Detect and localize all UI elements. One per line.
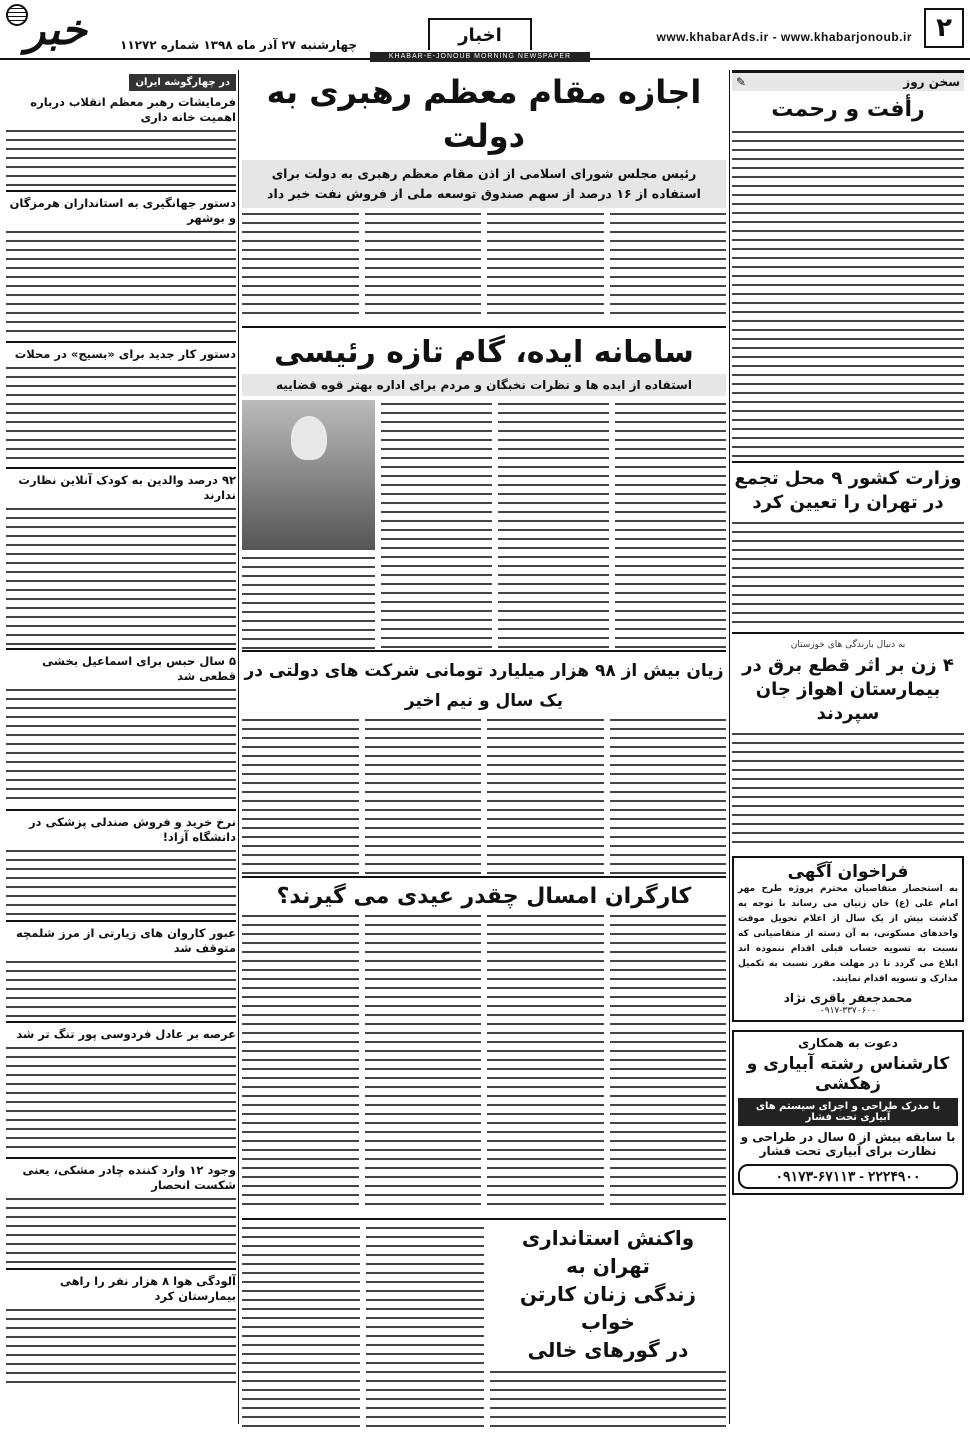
lead-subheadline: رئیس مجلس شورای اسلامی از اذن مقام معظم رهبری به دولت برای استفاده از ۱۶ درصد از سهم صندوق توسعه ملی از فروش نفت خبر داد bbox=[242, 160, 726, 208]
story2-headline[interactable]: ۴ زن بر اثر قطع برق در بیمارستان اهواز جان سپردند bbox=[742, 655, 954, 724]
quill-icon: ✎ bbox=[736, 75, 747, 89]
masthead bbox=[0, 0, 970, 60]
job-ad-line2: کارشناس رشته آبیاری و زهکشی bbox=[746, 1054, 950, 1094]
article-body bbox=[6, 1195, 236, 1265]
text-column bbox=[365, 912, 482, 1212]
column-header bbox=[732, 70, 964, 91]
text-column bbox=[498, 400, 609, 650]
headline[interactable]: عبور کاروان های زیارتی از مرز شلمچه متوقف شد bbox=[15, 926, 236, 955]
column-label: سخن روز bbox=[903, 75, 960, 89]
headline[interactable]: ۹۲ درصد والدین به کودک آنلاین نظارت ندارند bbox=[18, 473, 236, 502]
story1-headline[interactable]: وزارت کشور ۹ محل تجمع در تهران را تعیین کرد bbox=[734, 468, 962, 513]
text-column bbox=[242, 912, 359, 1212]
story2-body bbox=[732, 730, 964, 850]
divider bbox=[6, 1021, 236, 1023]
text-column bbox=[487, 912, 604, 1212]
ad-title: فراخوان آگهی bbox=[787, 862, 909, 882]
job-ad-phone[interactable]: ۰۹۱۷۳-۶۷۱۱۳ - ۲۲۲۴۹۰۰ bbox=[738, 1164, 958, 1189]
left-column bbox=[6, 70, 236, 1386]
text-column bbox=[242, 210, 359, 320]
lead-article-body bbox=[242, 210, 726, 320]
fifth-story bbox=[242, 1218, 726, 1432]
article-body bbox=[6, 127, 236, 187]
divider bbox=[732, 461, 964, 463]
ad-signature: محمدجعفر باقری نژاد bbox=[783, 991, 913, 1005]
notice-ad bbox=[732, 856, 964, 1022]
article-body bbox=[6, 505, 236, 645]
dateline: چهارشنبه ۲۷ آذر ماه ۱۳۹۸ شماره ۱۱۲۷۲ bbox=[120, 38, 358, 52]
divider bbox=[6, 809, 236, 811]
headline[interactable]: دستور جهانگیری به استانداران هرمزگان و بوشهر bbox=[9, 196, 236, 225]
third-headline[interactable]: زیان بیش از ۹۸ هزار میلیارد تومانی شرکت های دولتی در یک سال و نیم اخیر bbox=[242, 650, 726, 716]
headline[interactable]: دستور کار جدید برای «بسیج» در محلات bbox=[14, 347, 236, 361]
article-body bbox=[6, 1044, 236, 1154]
headline[interactable]: عرصه بر عادل فردوسی پور تنگ تر شد bbox=[16, 1027, 236, 1041]
text-column bbox=[381, 400, 492, 650]
article-body bbox=[6, 1306, 236, 1386]
divider bbox=[6, 648, 236, 650]
article-body bbox=[6, 686, 236, 806]
text-column bbox=[487, 210, 604, 320]
headline[interactable]: آلودگی هوا ۸ هزار نفر را راهی بیمارستان کرد bbox=[59, 1274, 236, 1303]
text-column bbox=[365, 210, 482, 320]
headline[interactable]: نرخ خرید و فروش صندلی پزشکی در دانشگاه آزاد! bbox=[28, 815, 236, 844]
article-body bbox=[6, 364, 236, 464]
divider bbox=[6, 190, 236, 192]
text-column bbox=[490, 1368, 726, 1432]
text-column bbox=[365, 716, 482, 876]
job-ad-line1: دعوت به همکاری bbox=[798, 1036, 898, 1050]
fourth-article-body bbox=[242, 912, 726, 1212]
fifth-headline-block bbox=[490, 1224, 726, 1432]
divider bbox=[6, 341, 236, 343]
third-article-body bbox=[242, 716, 726, 876]
fifth-headline-line3[interactable]: در گورهای خالی bbox=[527, 1338, 689, 1362]
divider bbox=[6, 1157, 236, 1159]
text-column bbox=[610, 716, 727, 876]
headline[interactable]: ۵ سال حبس برای اسماعیل بخشی قطعی شد bbox=[42, 654, 236, 683]
article-body bbox=[6, 958, 236, 1018]
text-column bbox=[242, 716, 359, 876]
newspaper-logo: خبر bbox=[25, 4, 87, 54]
headline[interactable]: فرمایشات رهبر معظم انقلاب درباره اهمیت خانه داری bbox=[30, 95, 236, 124]
right-column bbox=[732, 70, 964, 1195]
second-article-body bbox=[242, 400, 726, 650]
story1-body bbox=[732, 519, 964, 629]
text-column bbox=[610, 210, 727, 320]
photo-column bbox=[242, 400, 375, 650]
ad-body: به استحضار متقاضیان محترم پروژه طرح مهر امام علی (ع) خان زنیان می رساند با توجه به گذشت بیش از یک سال از اعلام تحویل موقت واحدهای مسکونی، به آن دسته از متقاضیانی که نسبت به تسویه حساب قبلی اقدام ننموده اند ابلاغ می گردد تا در مهلت مقرر نسبت به تکمیل مدارک و تسویه اقدام نمایند. bbox=[738, 884, 958, 984]
english-subtitle: KHABAR-E-JONOUB MORNING NEWSPAPER bbox=[370, 52, 590, 62]
column-divider bbox=[238, 70, 239, 1424]
job-ad-line3: با مدرک طراحی و اجرای سیستم های آبیاری تحت فشار bbox=[738, 1098, 958, 1126]
second-subheadline: استفاده از ایده ها و نظرات نخبگان و مردم برای اداره بهتر قوه قضاییه bbox=[242, 374, 726, 396]
lead-headline[interactable]: اجازه مقام معظم رهبری به دولت bbox=[266, 73, 702, 155]
ad-phone[interactable]: ۰۹۱۷-۳۳۷۰۶۰۰ bbox=[819, 1005, 877, 1015]
text-column bbox=[610, 912, 727, 1212]
divider bbox=[6, 1268, 236, 1270]
middle-column bbox=[242, 70, 726, 1432]
job-ad bbox=[732, 1030, 964, 1195]
editorial-title[interactable]: رأفت و رحمت bbox=[771, 97, 925, 122]
page-number: ۲ bbox=[924, 8, 964, 48]
column-divider bbox=[729, 70, 730, 1424]
section-label: اخبار bbox=[428, 18, 532, 50]
divider bbox=[6, 920, 236, 922]
story2-kicker: به دنبال بارندگی های خوزستان bbox=[790, 640, 906, 650]
text-column bbox=[615, 400, 726, 650]
site-urls[interactable]: www.khabarAds.ir - www.khabarjonoub.ir bbox=[656, 30, 912, 44]
text-column bbox=[366, 1224, 484, 1432]
editorial-body bbox=[732, 128, 964, 458]
divider bbox=[6, 467, 236, 469]
text-column bbox=[242, 1224, 360, 1432]
left-kicker: در چهارگوشه ایران bbox=[129, 74, 236, 91]
fifth-headline[interactable]: واکنش استانداری تهران به bbox=[521, 1226, 695, 1278]
fourth-headline[interactable]: کارگران امسال چقدر عیدی می گیرند؟ bbox=[242, 876, 726, 912]
article-body bbox=[6, 228, 236, 338]
text-column bbox=[242, 554, 375, 650]
portrait-photo bbox=[242, 400, 375, 550]
divider bbox=[732, 632, 964, 634]
fifth-headline-line2[interactable]: زندگی زنان کارتن خواب bbox=[519, 1282, 697, 1334]
article-body bbox=[6, 847, 236, 917]
job-ad-line4: با سابقه بیش از ۵ سال در طراحی و نظارت برای آبیاری تحت فشار bbox=[740, 1130, 956, 1158]
headline[interactable]: وجود ۱۲ وارد کننده چادر مشکی، یعنی شکست انحصار bbox=[22, 1163, 236, 1192]
second-headline[interactable]: سامانه ایده، گام تازه رئیسی bbox=[242, 326, 726, 374]
text-column bbox=[487, 716, 604, 876]
